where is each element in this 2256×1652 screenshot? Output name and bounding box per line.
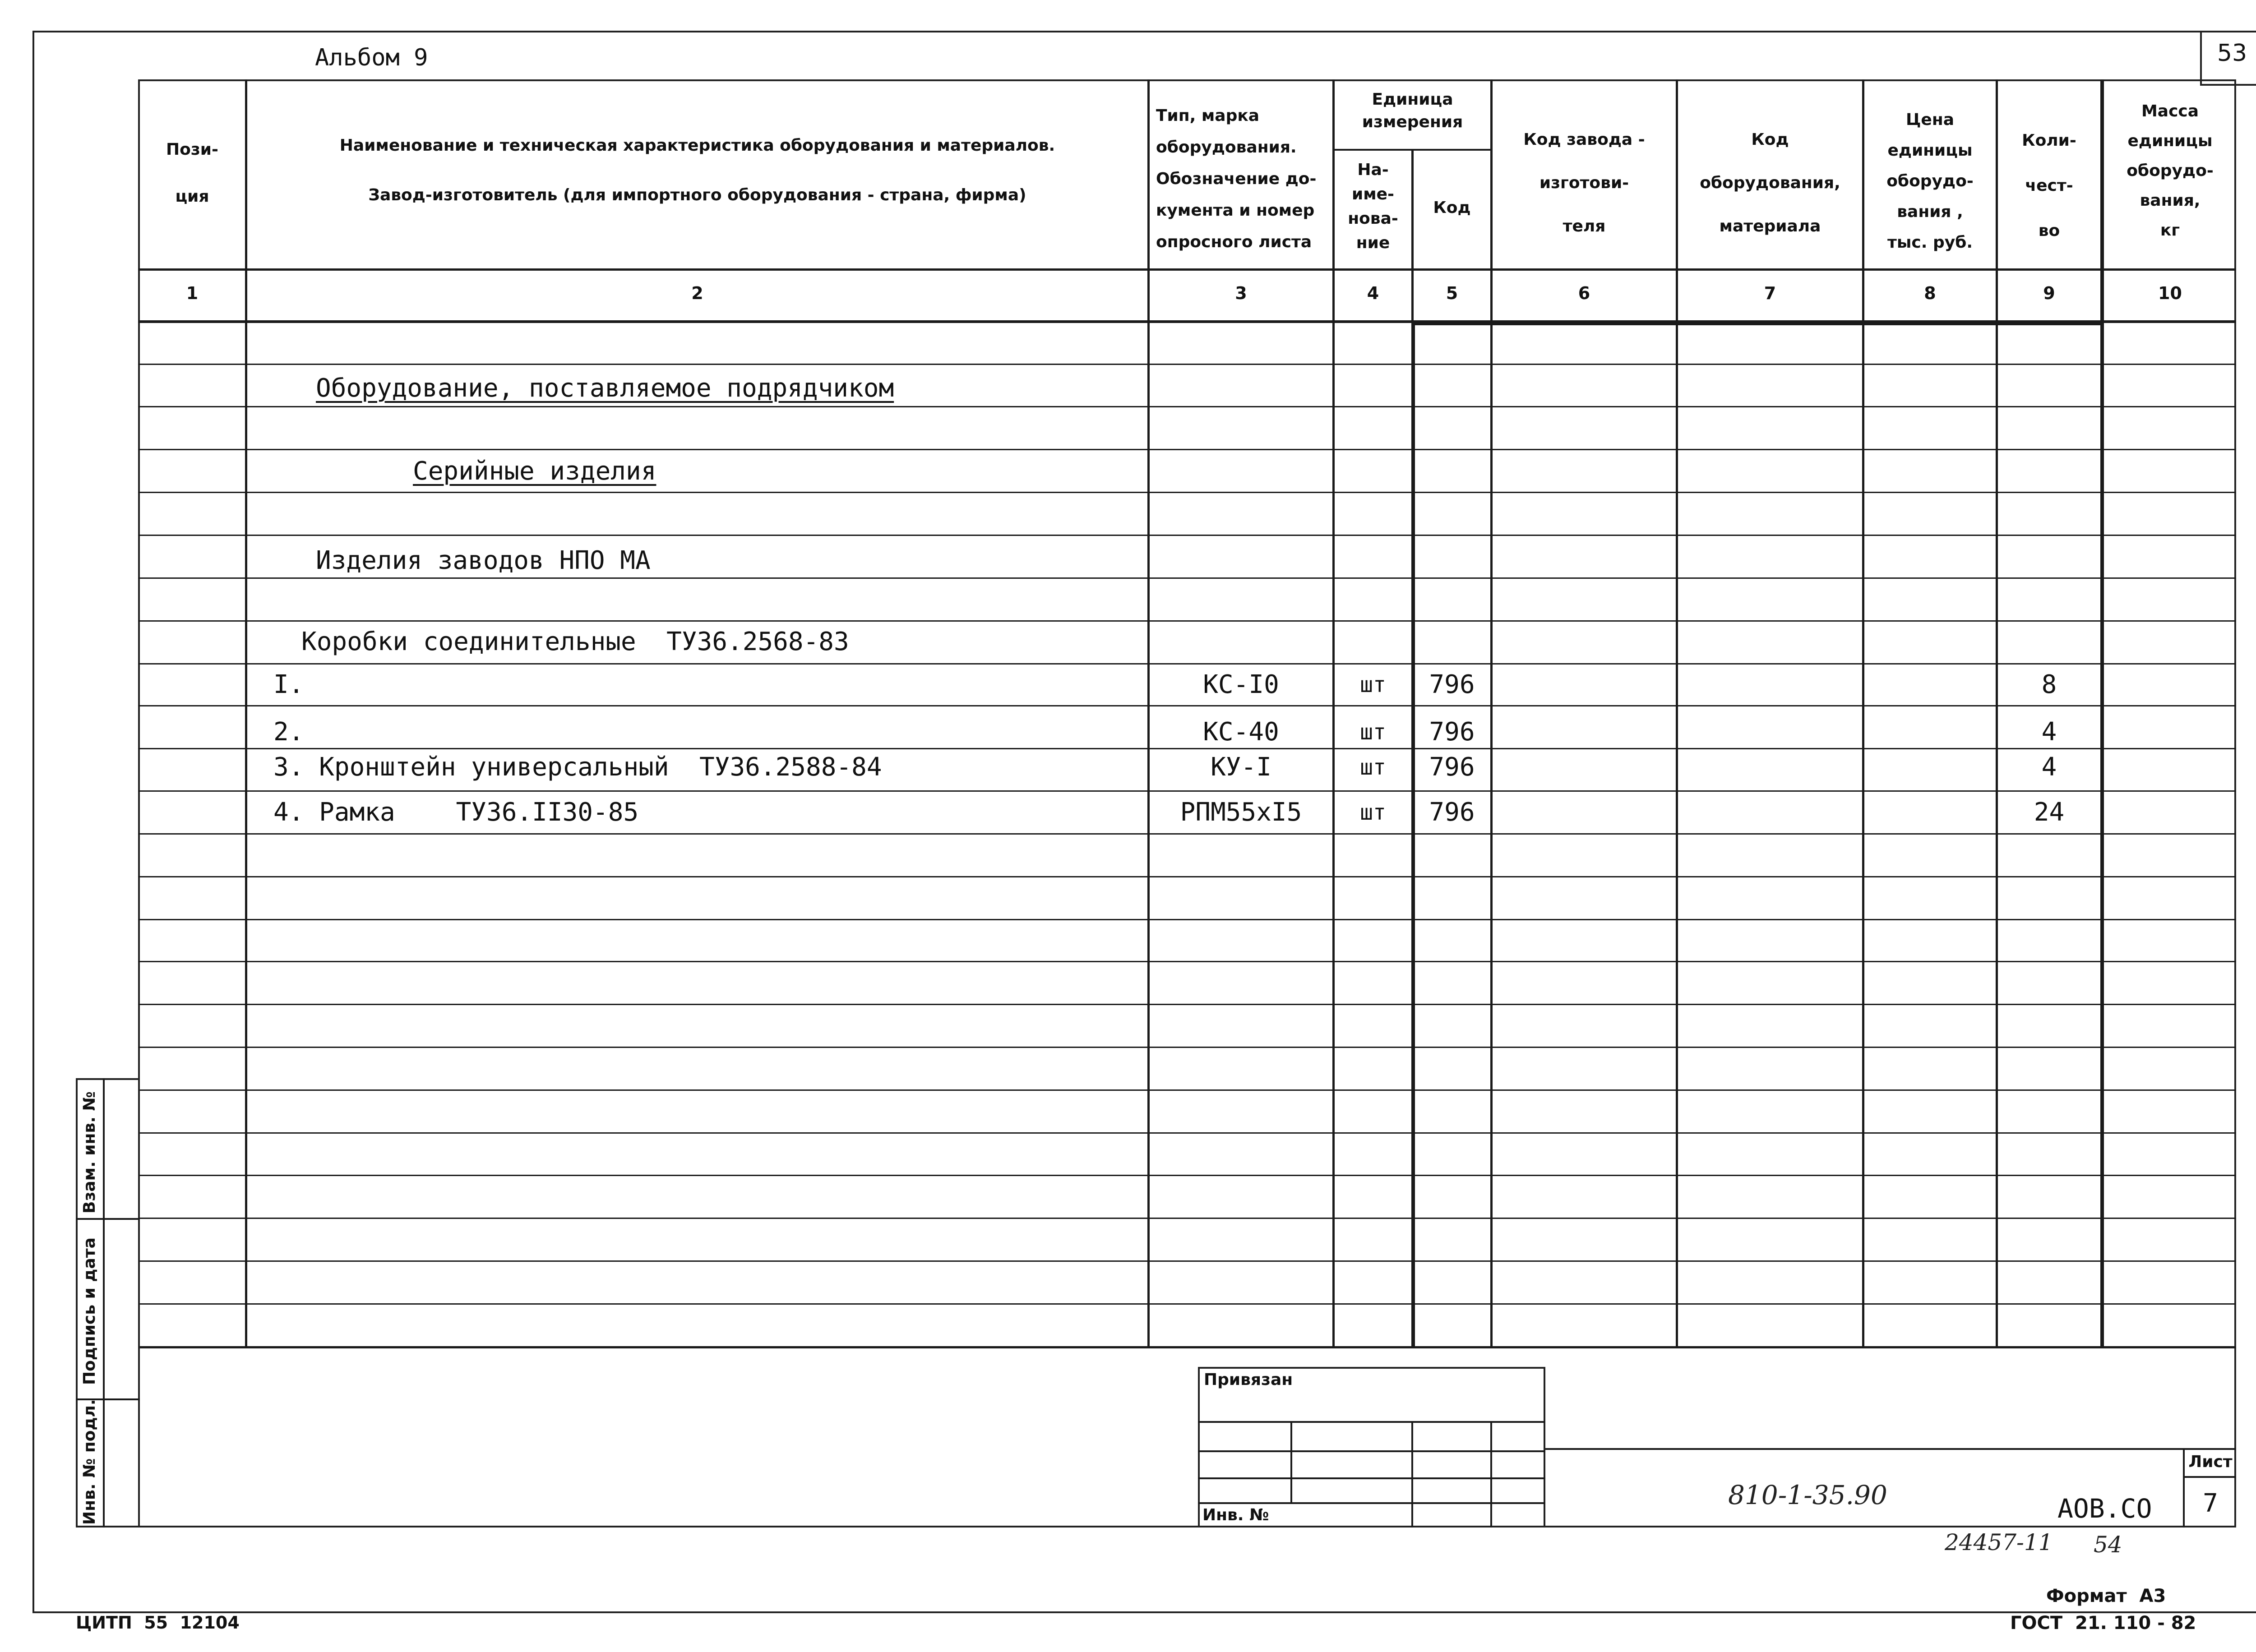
side-label-replacement: Взам. инв. № xyxy=(80,1091,99,1214)
col-number-1: 1 xyxy=(186,283,199,303)
col-number-6: 6 xyxy=(1578,283,1590,303)
col-header-unit-name: На- име- нова- ние xyxy=(1348,161,1398,252)
row-type: КС-I0 xyxy=(1203,670,1279,699)
col-header-equipment-code: Код оборудования, материала xyxy=(1700,130,1840,235)
row-quantity: 8 xyxy=(2041,670,2057,699)
footer-code: ЦИТП 55 12104 xyxy=(76,1613,240,1633)
row-code: 796 xyxy=(1429,717,1475,747)
sheet-number: 7 xyxy=(2203,1489,2218,1518)
row-quantity: 24 xyxy=(2034,798,2065,827)
bound-label: Привязан xyxy=(1204,1371,1293,1389)
row-unit: шт xyxy=(1360,755,1386,780)
row-name: 4. Рамка ТУ36.II30-85 xyxy=(273,798,639,827)
section-heading: Коробки соединительные ТУ36.2568-83 xyxy=(301,627,849,656)
row-quantity: 4 xyxy=(2041,717,2057,747)
row-code: 796 xyxy=(1429,752,1475,782)
row-name: 2. xyxy=(273,717,304,747)
row-type: КС-40 xyxy=(1203,717,1279,747)
sheet-label: Лист xyxy=(2188,1453,2233,1471)
footer-format: Формат А3 xyxy=(2046,1586,2166,1606)
col-header-mass: Масса единицы оборудо- вания, кг xyxy=(2127,102,2214,240)
col-number-10: 10 xyxy=(2158,283,2182,303)
row-type: РПМ55хI5 xyxy=(1180,798,1302,827)
col-header-price: Цена единицы оборудо- вания , тыс. руб. xyxy=(1886,111,1974,252)
row-unit: шт xyxy=(1360,672,1386,697)
document-number: 810-1-35.90 xyxy=(1728,1480,1887,1510)
row-code: 796 xyxy=(1429,670,1475,699)
col-number-9: 9 xyxy=(2043,283,2055,303)
row-unit: шт xyxy=(1360,800,1386,825)
col-header-quantity: Коли- чест- во xyxy=(2022,131,2076,240)
side-label-signature: Подпись и дата xyxy=(80,1237,99,1385)
col-header-unit-code: Код xyxy=(1433,198,1471,217)
row-code: 796 xyxy=(1429,798,1475,827)
col-number-5: 5 xyxy=(1446,283,1458,303)
col-header-factory-code: Код завода - изготови- теля xyxy=(1523,130,1645,235)
col-number-2: 2 xyxy=(691,283,703,303)
row-name: 3. Кронштейн универсальный ТУ36.2588-84 xyxy=(273,752,882,782)
document-mark: АОВ.СО xyxy=(2057,1493,2152,1524)
section-heading: Изделия заводов НПО МА xyxy=(316,546,651,575)
album-title: Альбом 9 xyxy=(315,44,428,71)
row-type: КУ-I xyxy=(1211,752,1271,782)
archive-page: 54 xyxy=(2094,1532,2122,1558)
archive-number: 24457-11 xyxy=(1945,1529,2053,1555)
col-number-8: 8 xyxy=(1924,283,1936,303)
row-name: I. xyxy=(273,670,304,699)
col-header-unit: Единица измерения xyxy=(1362,90,1463,131)
col-number-4: 4 xyxy=(1367,283,1379,303)
col-header-position: Пози- ция xyxy=(166,140,218,206)
col-number-7: 7 xyxy=(1764,283,1776,303)
row-unit: шт xyxy=(1360,720,1386,745)
page-number: 53 xyxy=(2217,40,2247,67)
inventory-label: Инв. № xyxy=(1202,1506,1269,1524)
col-header-name: Наименование и техническая характеристика оборудования и материалов. Завод-изготовитель (для импортного оборудования - страна, фирма) xyxy=(339,136,1055,204)
col-number-3: 3 xyxy=(1235,283,1247,303)
row-quantity: 4 xyxy=(2041,752,2057,782)
col-header-type: Тип, марка оборудования. Обозначение до- кумента и номер опросного листа xyxy=(1156,106,1317,251)
section-heading: Оборудование, поставляемое подрядчиком xyxy=(316,374,894,403)
section-heading: Серийные изделия xyxy=(413,457,656,486)
footer-standard: ГОСТ 21. 110 - 82 xyxy=(2010,1613,2196,1634)
side-label-inventory: Инв. № подл. xyxy=(80,1399,99,1525)
